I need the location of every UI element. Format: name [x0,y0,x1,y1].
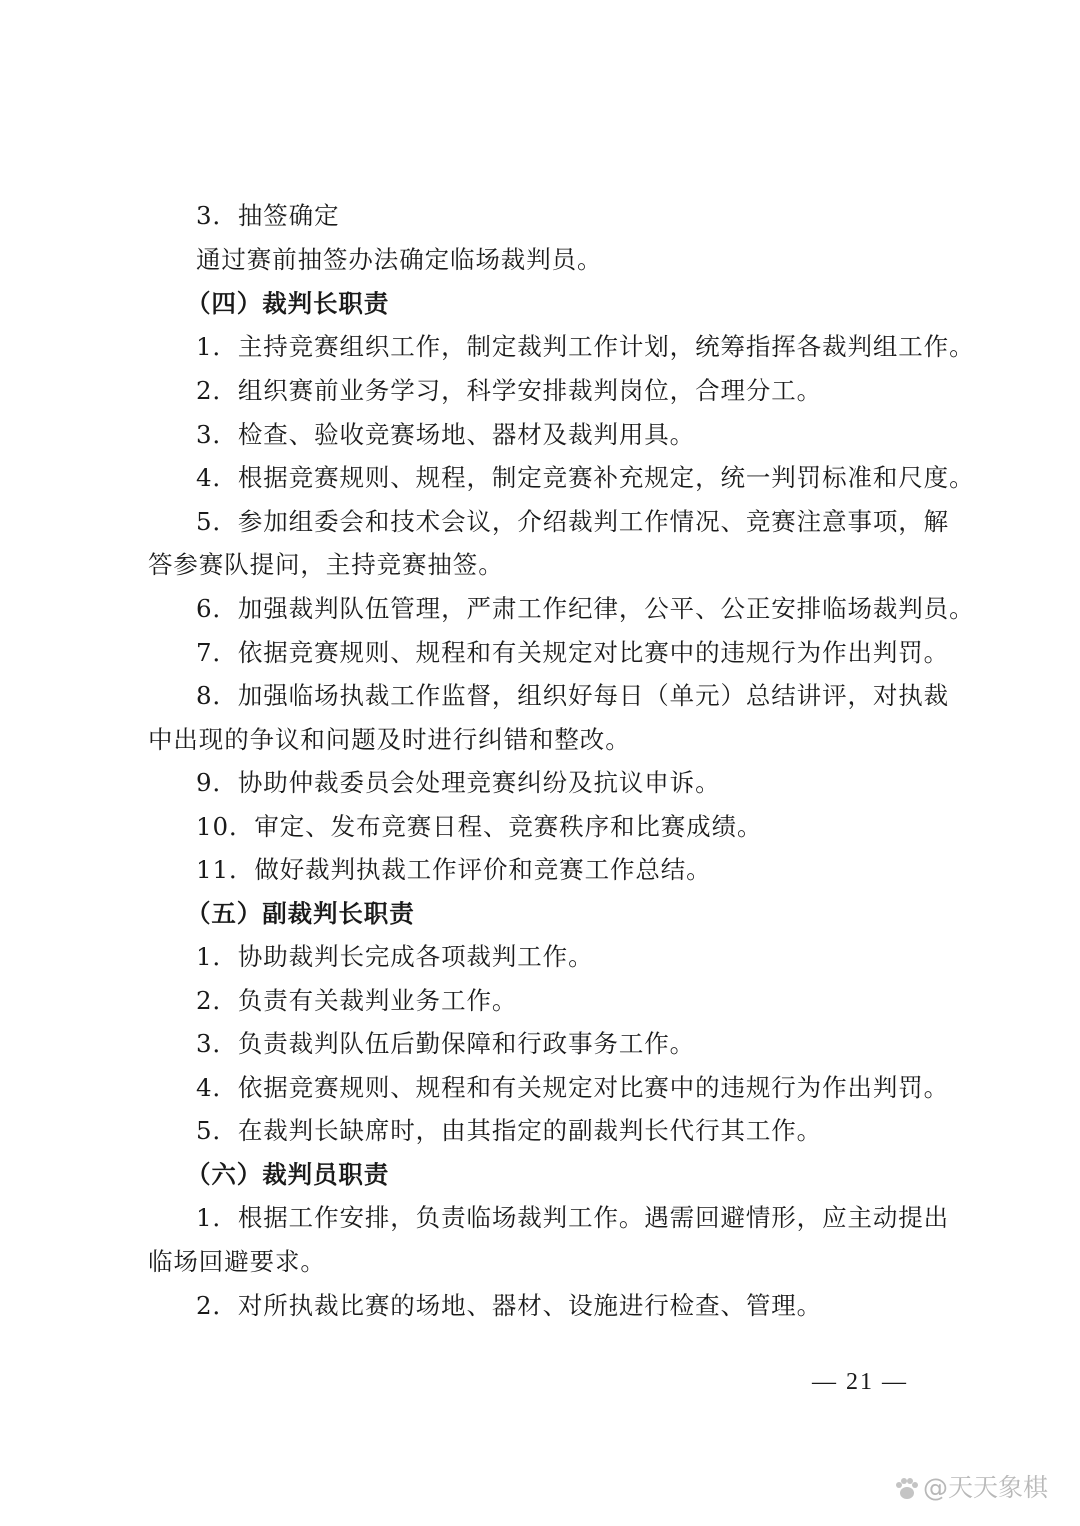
section-heading-chief-referee: （四）裁判长职责 [186,289,390,318]
chief-duty-item: 1．主持竞赛组织工作，制定裁判工作计划，统筹指挥各裁判组工作。 [196,332,975,361]
chief-duty-item: 3．检查、验收竞赛场地、器材及裁判用具。 [196,420,696,449]
deputy-duty-item: 2．负责有关裁判业务工作。 [196,986,518,1015]
deputy-duty-item: 3．负责裁判队伍后勤保障和行政事务工作。 [196,1029,696,1058]
chief-duty-item: 2．组织赛前业务学习，科学安排裁判岗位，合理分工。 [196,376,823,405]
chief-duty-item: 7．依据竞赛规则、规程和有关规定对比赛中的违规行为作出判罚。 [196,638,950,667]
deputy-duty-item: 4．依据竞赛规则、规程和有关规定对比赛中的违规行为作出判罚。 [196,1073,950,1102]
chief-duty-item: 10．审定、发布竞赛日程、竞赛秩序和比赛成绩。 [196,812,763,841]
deputy-duty-item: 5．在裁判长缺席时，由其指定的副裁判长代行其工作。 [196,1116,823,1145]
watermark [893,1470,1063,1506]
chief-duty-item: 11．做好裁判执裁工作评价和竞赛工作总结。 [196,855,712,884]
deputy-duty-item: 1．协助裁判长完成各项裁判工作。 [196,942,594,971]
chief-duty-item: 5．参加组委会和技术会议，介绍裁判工作情况、竞赛注意事项，解 [196,507,950,536]
referee-duty-item-continuation: 临场回避要求。 [148,1247,326,1276]
chief-duty-item-continuation: 答参赛队提问，主持竞赛抽签。 [148,550,504,579]
chief-duty-item: 6．加强裁判队伍管理，严肃工作纪律，公平、公正安排临场裁判员。 [196,594,975,623]
referee-duty-item: 2．对所执裁比赛的场地、器材、设施进行检查、管理。 [196,1291,823,1320]
chief-duty-item-continuation: 中出现的争议和问题及时进行纠错和整改。 [148,725,631,754]
watermark-text: @天天象棋 [923,1473,1049,1502]
chief-duty-item: 9．协助仲裁委员会处理竞赛纠纷及抗议申诉。 [196,768,721,797]
section-heading-deputy-chief-referee: （五）副裁判长职责 [186,899,415,928]
item-draw-lots-title: 3．抽签确定 [196,201,340,230]
referee-duty-item: 1．根据工作安排，负责临场裁判工作。遇需回避情形，应主动提出 [196,1203,950,1232]
item-draw-lots-text: 通过赛前抽签办法确定临场裁判员。 [196,245,603,274]
chief-duty-item: 4．根据竞赛规则、规程，制定竞赛补充规定，统一判罚标准和尺度。 [196,463,975,492]
section-heading-referee: （六）裁判员职责 [186,1160,390,1189]
page-number: — 21 — [812,1369,908,1395]
chief-duty-item: 8．加强临场执裁工作监督，组织好每日（单元）总结讲评，对执裁 [196,681,950,710]
paw-logo-icon [893,1475,921,1503]
